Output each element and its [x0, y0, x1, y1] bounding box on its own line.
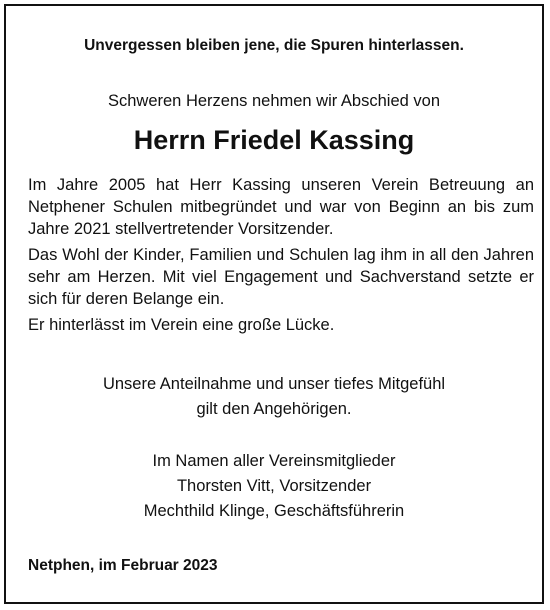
sympathy-block	[6, 372, 542, 422]
paragraph: Das Wohl der Kinder, Familien und Schulen lag ihm in all den Jahren sehr am Herzen. Mit viel Engagement und Sachverstand setzte er sich für deren Belange ein.	[28, 246, 534, 308]
obituary-border	[4, 4, 544, 604]
motto: Unvergessen bleiben jene, die Spuren hinterlassen.	[84, 37, 464, 54]
signoff-line: Im Namen aller Vereinsmitglieder	[152, 452, 396, 470]
body-text	[28, 174, 534, 340]
signoff-line: Thorsten Vitt, Vorsitzender	[176, 477, 372, 495]
signoff-line: Mechthild Klinge, Geschäftsführerin	[143, 502, 405, 520]
paragraph: Im Jahre 2005 hat Herr Kassing unseren Verein Betreuung an Netphener Schulen mitbegründet und war von Beginn an bis zum Jahre 2021 stellvertretender Vorsitzender.	[28, 176, 534, 238]
signoff-block	[6, 449, 542, 524]
deceased-name: Herrn Friedel Kassing	[133, 125, 415, 155]
paragraph: Er hinterlässt im Verein eine große Lücke.	[28, 316, 335, 334]
intro-line: Schweren Herzens nehmen wir Abschied von	[107, 92, 440, 110]
place-date: Netphen, im Februar 2023	[28, 557, 218, 574]
sympathy-line: Unsere Anteilnahme und unser tiefes Mitgefühl	[102, 375, 446, 393]
sympathy-line: gilt den Angehörigen.	[196, 400, 352, 418]
